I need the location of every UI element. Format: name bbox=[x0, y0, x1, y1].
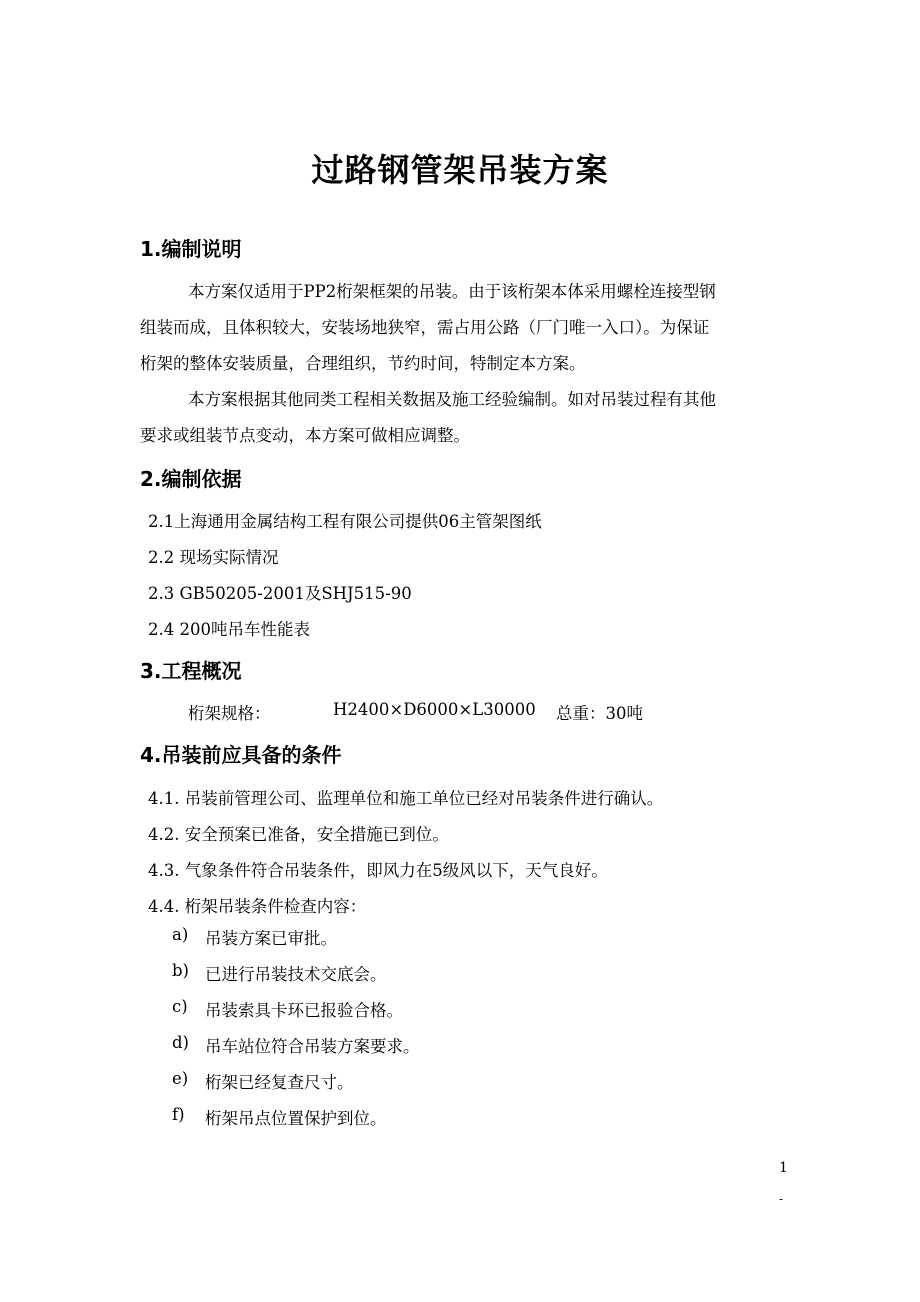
checklist-item: 已进行吊装技术交底会。 bbox=[205, 965, 387, 984]
section-1-heading: 1.编制说明 bbox=[140, 237, 242, 261]
checklist-item: 桁架已经复查尺寸。 bbox=[205, 1073, 354, 1092]
condition-item: 4.2. 安全预案已准备，安全措施已到位。 bbox=[148, 825, 449, 844]
section-1-paragraph-1-line-1: 本方案仅适用于PP2桁架框架的吊装。由于该桁架本体采用螺栓连接型钢 bbox=[188, 282, 716, 301]
basis-item: 2.1上海通用金属结构工程有限公司提供06主管架图纸 bbox=[148, 512, 542, 531]
document-title: 过路钢管架吊装方案 bbox=[311, 151, 609, 189]
page-number: 1 bbox=[779, 1160, 788, 1176]
checklist-item: 桁架吊点位置保护到位。 bbox=[205, 1109, 387, 1128]
condition-item: 4.1. 吊装前管理公司、监理单位和施工单位已经对吊装条件进行确认。 bbox=[148, 789, 664, 808]
section-3-heading: 3.工程概况 bbox=[140, 659, 242, 683]
checklist-marker: c) bbox=[172, 997, 188, 1016]
checklist-item: 吊装索具卡环已报验合格。 bbox=[205, 1001, 403, 1020]
basis-item: 2.4 200吨吊车性能表 bbox=[148, 620, 310, 639]
checklist-marker: f) bbox=[172, 1105, 185, 1124]
checklist-marker: e) bbox=[172, 1069, 189, 1088]
section-1-paragraph-2-line-2: 要求或组装节点变动，本方案可做相应调整。 bbox=[140, 426, 470, 445]
truss-spec-value: H2400×D6000×L30000 bbox=[333, 700, 536, 719]
condition-item: 4.3. 气象条件符合吊装条件，即风力在5级风以下，天气良好。 bbox=[148, 861, 608, 880]
checklist-marker: b) bbox=[172, 961, 189, 980]
basis-item: 2.3 GB50205-2001及SHJ515-90 bbox=[148, 584, 412, 603]
truss-total-weight: 总重：30吨 bbox=[556, 704, 643, 723]
checklist-marker: d) bbox=[172, 1033, 189, 1052]
truss-spec-label: 桁架规格： bbox=[188, 704, 271, 723]
section-1-paragraph-1-line-3: 桁架的整体安装质量，合理组织，节约时间，特制定本方案。 bbox=[140, 354, 586, 373]
checklist-item: 吊装方案已审批。 bbox=[205, 929, 337, 948]
page-footer-dash: - bbox=[779, 1192, 784, 1206]
checklist-item: 吊车站位符合吊装方案要求。 bbox=[205, 1037, 420, 1056]
section-2-heading: 2.编制依据 bbox=[140, 467, 242, 491]
condition-item: 4.4. 桁架吊装条件检查内容： bbox=[148, 897, 367, 916]
section-4-heading: 4.吊装前应具备的条件 bbox=[140, 743, 342, 767]
section-1-paragraph-2-line-1: 本方案根据其他同类工程相关数据及施工经验编制。如对吊装过程有其他 bbox=[188, 390, 716, 409]
section-1-paragraph-1-line-2: 组装而成，且体积较大，安装场地狭窄，需占用公路（厂门唯一入口）。为保证 bbox=[140, 318, 710, 337]
checklist-marker: a) bbox=[172, 925, 189, 944]
basis-item: 2.2 现场实际情况 bbox=[148, 548, 279, 567]
